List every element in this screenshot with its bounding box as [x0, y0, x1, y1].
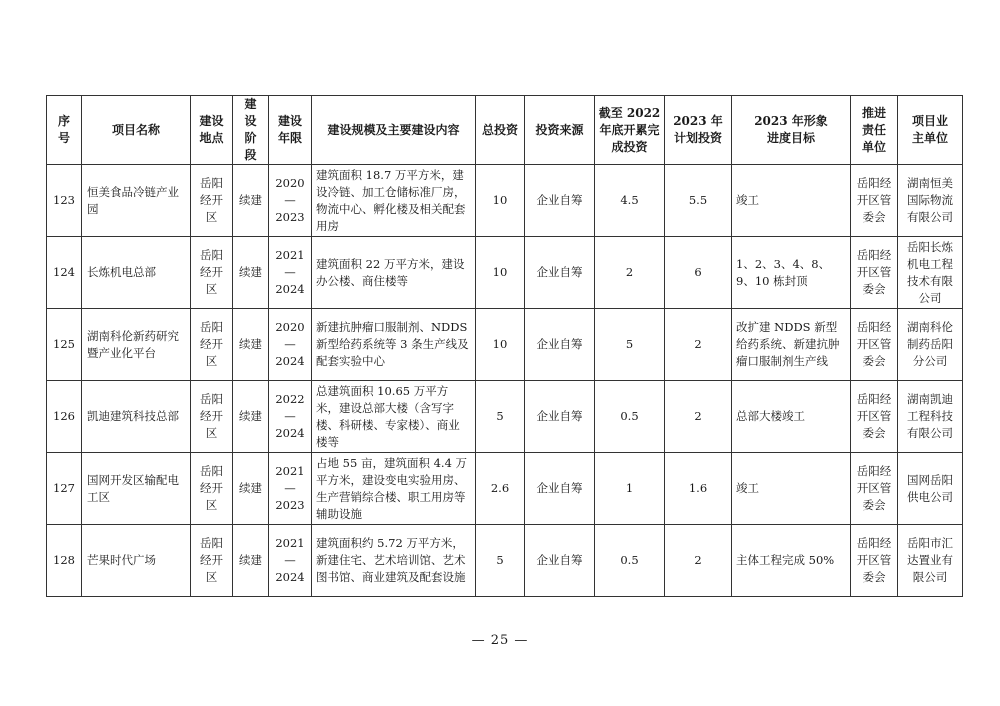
cell-seq: 125 [47, 309, 82, 381]
cell-name: 国网开发区输配电工区 [82, 453, 191, 525]
cell-completed: 0.5 [595, 525, 665, 597]
cell-goal2023: 竣工 [732, 453, 851, 525]
cell-seq: 127 [47, 453, 82, 525]
cell-stage: 续建 [233, 165, 269, 237]
cell-total: 2.6 [476, 453, 525, 525]
cell-unit: 岳阳经开区管委会 [851, 309, 898, 381]
table-row [47, 381, 963, 453]
header-completed: 截至 2022 年底开累完成投资 [595, 96, 665, 165]
cell-location: 岳阳经开区 [191, 453, 233, 525]
cell-unit: 岳阳经开区管委会 [851, 237, 898, 309]
cell-location: 岳阳经开区 [191, 525, 233, 597]
cell-completed: 2 [595, 237, 665, 309]
cell-period: 2022—2024 [269, 381, 312, 453]
cell-stage: 续建 [233, 381, 269, 453]
cell-stage: 续建 [233, 309, 269, 381]
table-header-row [47, 96, 963, 165]
cell-period: 2021—2024 [269, 525, 312, 597]
cell-completed: 4.5 [595, 165, 665, 237]
cell-completed: 1 [595, 453, 665, 525]
cell-source: 企业自筹 [525, 309, 595, 381]
cell-plan2023: 6 [665, 237, 732, 309]
cell-location: 岳阳经开区 [191, 165, 233, 237]
cell-unit: 岳阳经开区管委会 [851, 525, 898, 597]
header-unit: 推进责任单位 [851, 96, 898, 165]
cell-seq: 128 [47, 525, 82, 597]
cell-period: 2021—2023 [269, 453, 312, 525]
cell-unit: 岳阳经开区管委会 [851, 381, 898, 453]
cell-location: 岳阳经开区 [191, 381, 233, 453]
cell-scope: 总建筑面积 10.65 万平方米，建设总部大楼（含写字楼、科研楼、专家楼）、商业楼等 [312, 381, 476, 453]
cell-period: 2020—2024 [269, 309, 312, 381]
cell-plan2023: 2 [665, 525, 732, 597]
header-plan2023: 2023 年计划投资 [665, 96, 732, 165]
header-source: 投资来源 [525, 96, 595, 165]
cell-source: 企业自筹 [525, 237, 595, 309]
header-total: 总投资 [476, 96, 525, 165]
cell-stage: 续建 [233, 237, 269, 309]
header-goal2023: 2023 年形象进度目标 [732, 96, 851, 165]
cell-owner: 国网岳阳供电公司 [898, 453, 963, 525]
cell-plan2023: 1.6 [665, 453, 732, 525]
cell-total: 5 [476, 381, 525, 453]
cell-seq: 126 [47, 381, 82, 453]
cell-stage: 续建 [233, 453, 269, 525]
cell-goal2023: 1、2、3、4、8、9、10 栋封顶 [732, 237, 851, 309]
header-owner: 项目业主单位 [898, 96, 963, 165]
header-seq: 序号 [47, 96, 82, 165]
table-row [47, 309, 963, 381]
cell-period: 2021—2024 [269, 237, 312, 309]
cell-scope: 建筑面积 18.7 万平方米，建设冷链、加工仓储标准厂房，物流中心、孵化楼及相关配套用房 [312, 165, 476, 237]
cell-goal2023: 总部大楼竣工 [732, 381, 851, 453]
cell-total: 5 [476, 525, 525, 597]
cell-total: 10 [476, 237, 525, 309]
project-table [46, 95, 963, 597]
cell-seq: 124 [47, 237, 82, 309]
cell-plan2023: 5.5 [665, 165, 732, 237]
cell-owner: 岳阳长炼机电工程技术有限公司 [898, 237, 963, 309]
cell-plan2023: 2 [665, 309, 732, 381]
cell-total: 10 [476, 309, 525, 381]
cell-unit: 岳阳经开区管委会 [851, 165, 898, 237]
cell-stage: 续建 [233, 525, 269, 597]
cell-source: 企业自筹 [525, 453, 595, 525]
cell-name: 湖南科伦新药研究暨产业化平台 [82, 309, 191, 381]
cell-scope: 占地 55 亩，建筑面积 4.4 万平方米，建设变电实验用房、生产营销综合楼、职工用房等辅助设施 [312, 453, 476, 525]
header-location: 建设地点 [191, 96, 233, 165]
table-row [47, 237, 963, 309]
cell-plan2023: 2 [665, 381, 732, 453]
cell-name: 恒美食品冷链产业园 [82, 165, 191, 237]
page-number: — 25 — [471, 633, 529, 648]
header-period: 建设年限 [269, 96, 312, 165]
header-name: 项目名称 [82, 96, 191, 165]
cell-source: 企业自筹 [525, 525, 595, 597]
cell-source: 企业自筹 [525, 381, 595, 453]
cell-owner: 湖南科伦制药岳阳分公司 [898, 309, 963, 381]
cell-name: 凯迪建筑科技总部 [82, 381, 191, 453]
cell-goal2023: 竣工 [732, 165, 851, 237]
cell-scope: 新建抗肿瘤口服制剂、NDDS 新型给药系统等 3 条生产线及配套实验中心 [312, 309, 476, 381]
cell-period: 2020—2023 [269, 165, 312, 237]
cell-location: 岳阳经开区 [191, 309, 233, 381]
cell-total: 10 [476, 165, 525, 237]
cell-scope: 建筑面积 22 万平方米，建设办公楼、商住楼等 [312, 237, 476, 309]
header-stage: 建设阶段 [233, 96, 269, 165]
header-scope: 建设规模及主要建设内容 [312, 96, 476, 165]
cell-completed: 5 [595, 309, 665, 381]
cell-goal2023: 改扩建 NDDS 新型给药系统、新建抗肿瘤口服制剂生产线 [732, 309, 851, 381]
cell-owner: 湖南恒美国际物流有限公司 [898, 165, 963, 237]
cell-goal2023: 主体工程完成 50% [732, 525, 851, 597]
cell-owner: 湖南凯迪工程科技有限公司 [898, 381, 963, 453]
cell-name: 芒果时代广场 [82, 525, 191, 597]
table-row [47, 165, 963, 237]
table-row [47, 453, 963, 525]
cell-completed: 0.5 [595, 381, 665, 453]
cell-seq: 123 [47, 165, 82, 237]
cell-owner: 岳阳市汇达置业有限公司 [898, 525, 963, 597]
cell-name: 长炼机电总部 [82, 237, 191, 309]
cell-unit: 岳阳经开区管委会 [851, 453, 898, 525]
cell-location: 岳阳经开区 [191, 237, 233, 309]
cell-source: 企业自筹 [525, 165, 595, 237]
cell-scope: 建筑面积约 5.72 万平方米，新建住宅、艺术培训馆、艺术图书馆、商业建筑及配套设施 [312, 525, 476, 597]
table-row [47, 525, 963, 597]
